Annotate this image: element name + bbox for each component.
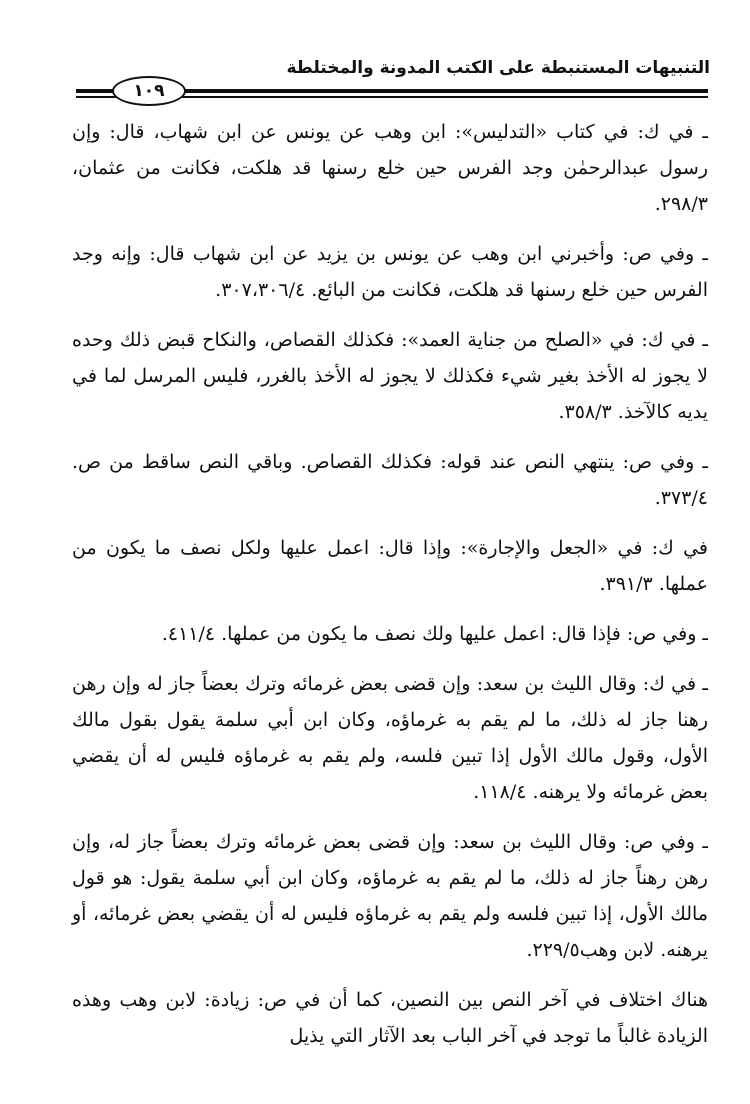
paragraph-4: ـ وفي ص: ينتهي النص عند قوله: فكذلك القصاص. وباقي النص ساقط من ص. ٣٧٣/٤. — [72, 451, 708, 509]
paragraph-9: هناك اختلاف في آخر النص بين النصين، كما أن في ص: زيادة: لابن وهب وهذه الزيادة غالباً ما توجد في آخر الباب بعد الآثار التي يذيل — [72, 989, 708, 1047]
paragraph-8: ـ وفي ص: وقال الليث بن سعد: وإن قضى بعض غرمائه وترك بعضاً جاز له، وإن رهن رهناً جاز له ذلك، ما لم يقم به غرماؤه، وكان ابن أبي سلمة يقول: هو قول مالك الأول، إذا تبين فلسه ولم يقم به غرماؤه فليس له أن يقضي بعض غرمائه، أو يرهنه. لابن وهب٢٢٩/٥. — [72, 831, 708, 961]
paragraph-5: في ك: في «الجعل والإجارة»: وإذا قال: اعمل عليها ولكل نصف ما يكون من عملها. ٣٩١/٣. — [72, 537, 708, 595]
paragraph-2: ـ وفي ص: وأخبرني ابن وهب عن يونس بن يزيد عن ابن شهاب قال: وإنه وجد الفرس حين خلع رسنها قد هلكت، فكانت من البائع. ٣٠٧،٣٠٦/٤. — [72, 243, 708, 301]
running-header-title: التنبيهات المستنبطة على الكتب المدونة والمختلطة — [286, 58, 710, 78]
paragraph-1: ـ في ك: في كتاب «التدليس»: ابن وهب عن يونس عن ابن شهاب، قال: وإن رسول عبدالرحمٰن وجد الفرس حين خلع رسنها قد هلكت، فكانت من عثمان، ٢٩٨/٣. — [72, 121, 708, 215]
paragraph-6: ـ وفي ص: فإذا قال: اعمل عليها ولك نصف ما يكون من عملها. ٤١١/٤. — [161, 623, 708, 645]
paragraph-3: ـ في ك: في «الصلح من جناية العمد»: فكذلك القصاص، والنكاح قبض ذلك وحده لا يجوز له الأخذ بغير شيء فكذلك لا يجوز له الأخذ بالغرر، فليس المرسل لما في يديه كالآخذ. ٣٥٨/٣. — [72, 329, 708, 423]
paragraph-7: ـ في ك: وقال الليث بن سعد: وإن قضى بعض غرمائه وترك بعضاً جاز له وإن رهن رهنا جاز له ذلك، ما لم يقم به غرماؤه، وكان ابن أبي سلمة يقول بقول مالك الأول، وقول مالك الأول إذا تبين فلسه، ولم يقم به غرماؤه فليس له أن يقضي بعض غرمائه ولا يرهنه. ١١٨/٤. — [72, 673, 708, 803]
page-number: ١٠٩ — [112, 76, 186, 106]
page-body — [72, 114, 708, 1054]
